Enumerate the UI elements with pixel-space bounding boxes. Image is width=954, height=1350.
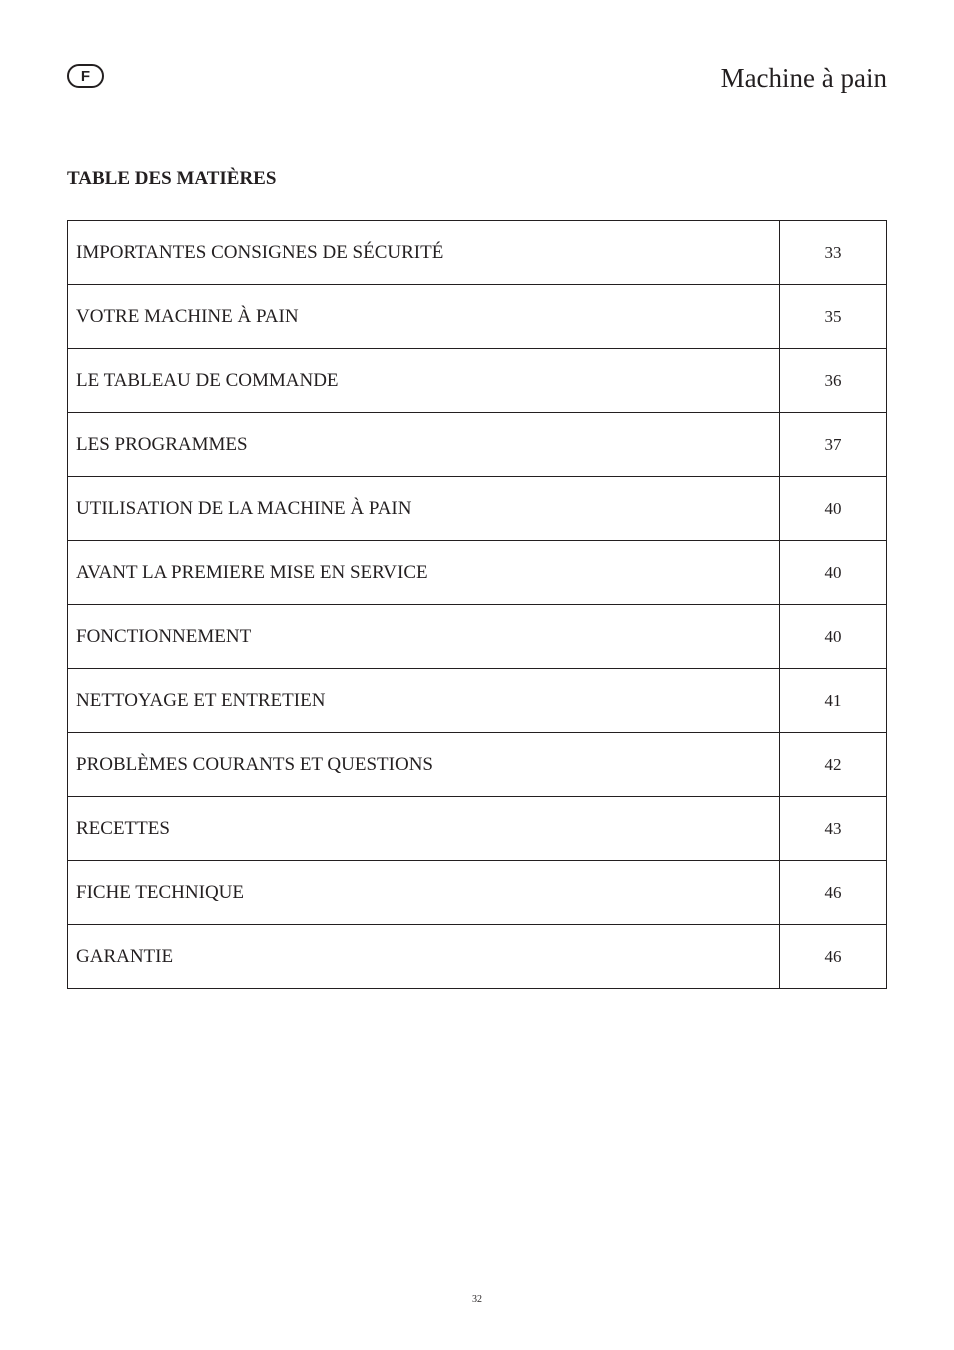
toc-row	[68, 285, 887, 349]
toc-row	[68, 541, 887, 605]
toc-entry-page: 37	[780, 413, 887, 477]
toc-entry-title: PROBLÈMES COURANTS ET QUESTIONS	[68, 733, 780, 797]
toc-entry-page: 46	[780, 861, 887, 925]
toc-entry-title: RECETTES	[68, 797, 780, 861]
toc-entry-title: IMPORTANTES CONSIGNES DE SÉCURITÉ	[68, 221, 780, 285]
toc-entry-page: 46	[780, 925, 887, 989]
toc-entry-title: LE TABLEAU DE COMMANDE	[68, 349, 780, 413]
toc-entry-title: FICHE TECHNIQUE	[68, 861, 780, 925]
toc-entry-page: 36	[780, 349, 887, 413]
toc-entry-title: UTILISATION DE LA MACHINE À PAIN	[68, 477, 780, 541]
toc-row	[68, 413, 887, 477]
toc-heading: TABLE DES MATIÈRES	[67, 168, 277, 189]
toc-entry-title: FONCTIONNEMENT	[68, 605, 780, 669]
toc-row	[68, 605, 887, 669]
toc-entry-page: 41	[780, 669, 887, 733]
toc-row	[68, 221, 887, 285]
document-title: Machine à pain	[720, 63, 887, 93]
toc-entry-page: 40	[780, 541, 887, 605]
toc-entry-page: 43	[780, 797, 887, 861]
toc-row	[68, 797, 887, 861]
toc-entry-title: GARANTIE	[68, 925, 780, 989]
toc-entry-page: 35	[780, 285, 887, 349]
toc-entry-page: 42	[780, 733, 887, 797]
toc-entry-title: AVANT LA PREMIERE MISE EN SERVICE	[68, 541, 780, 605]
page-number: 32	[472, 1294, 482, 1305]
toc-table	[67, 220, 887, 989]
toc-entry-title: VOTRE MACHINE À PAIN	[68, 285, 780, 349]
toc-row	[68, 861, 887, 925]
toc-row	[68, 925, 887, 989]
language-badge: F	[67, 64, 104, 88]
toc-entry-page: 40	[780, 605, 887, 669]
toc-row	[68, 669, 887, 733]
toc-entry-title: NETTOYAGE ET ENTRETIEN	[68, 669, 780, 733]
toc-entry-title: LES PROGRAMMES	[68, 413, 780, 477]
toc-entry-page: 33	[780, 221, 887, 285]
toc-entry-page: 40	[780, 477, 887, 541]
toc-row	[68, 349, 887, 413]
toc-row	[68, 733, 887, 797]
toc-row	[68, 477, 887, 541]
